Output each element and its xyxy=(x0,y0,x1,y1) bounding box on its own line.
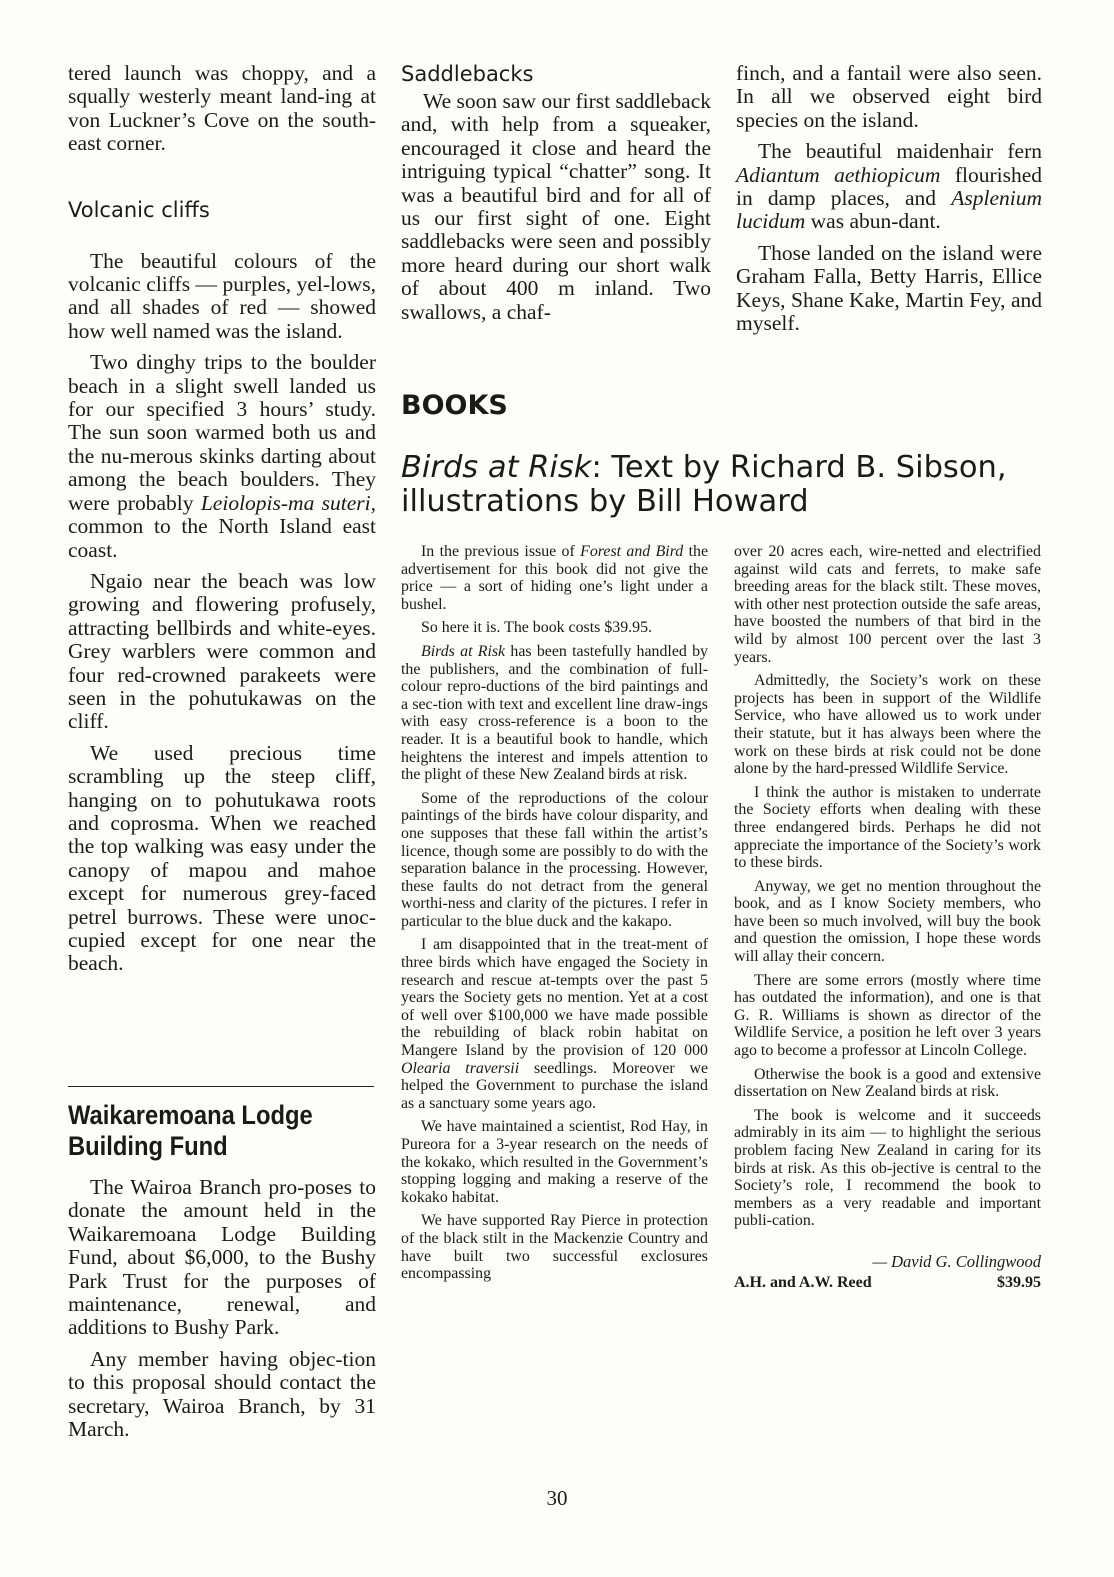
paragraph-species-count: finch, and a fantail were also seen. In all we observed eight bird species on the island. xyxy=(736,61,1042,132)
review-title: Birds at Risk: Text by Richard B. Sibson, illustrations by Bill Howard xyxy=(401,450,1007,519)
paragraph-landing-party: Those landed on the island were Graham Falla, Betty Harris, Ellice Keys, Shane Kake, Martin Fey, and myself. xyxy=(736,240,1042,336)
page-number: 30 xyxy=(546,1486,568,1510)
paragraph-cliffs-1: The beautiful colours of the volcanic cliffs — purples, yel-lows, and all shades of red — showed how well named was the island. xyxy=(68,248,376,343)
heading-saddlebacks: Saddlebacks xyxy=(401,62,534,86)
review-column-2 xyxy=(734,543,1041,1292)
paragraph-saddlebacks: We soon saw our first saddleback and, with help from a squeaker, encouraged it close and heard the intriguing typical “chatter” song. It was a beautiful bird and for all of us our first sight of one. Eight saddlebacks were seen and possibly more heard during our short walk of about 400 m inland. Two swallows, a chaf- xyxy=(401,89,711,324)
review-paragraph: Birds at Risk has been tastefully handled by the publishers, and the combination of full-colour repro-ductions of the bird paintings and a sec-tion with text and excellent line draw-ings with easy cross-reference is a boon to the reader. It is a beautiful book to handle, which heightens the interest and impels attention to the plight of these New Zealand birds at risk. xyxy=(401,642,708,784)
paragraph-fund-1: The Wairoa Branch pro-poses to donate the amount held in the Waikaremoana Lodge Building Fund, about $6,000, to the Bushy Park Trust for the purposes of maintenance, renewal, and additions to Bushy Park. xyxy=(68,1175,376,1340)
review-paragraph: We have maintained a scientist, Rod Hay, in Pureora for a 3-year research on the needs of the kokako, which resulted in the Government’s stopping logging and making a reserve of the kokako habitat. xyxy=(401,1118,708,1206)
column-2 xyxy=(401,62,711,332)
column-3 xyxy=(736,62,1042,343)
section-divider xyxy=(68,1086,374,1087)
section-books: BOOKS xyxy=(401,390,508,421)
heading-volcanic-cliffs: Volcanic cliffs xyxy=(68,197,210,222)
publisher-name: A.H. and A.W. Reed xyxy=(734,1273,872,1291)
publisher-line xyxy=(734,1274,1041,1292)
review-column-1 xyxy=(401,543,708,1289)
paragraph-cliffs-3: Ngaio near the beach was low growing and flowering profusely, attracting bellbirds and white-eyes. Grey warblers were common and four red-crowned parakeets were seen in the pohutukawas on the cliff. xyxy=(68,568,376,734)
review-paragraph: We have supported Ray Pierce in protection of the black stilt in the Mackenzie Country and have built two successful exclosures encompassing xyxy=(401,1212,708,1283)
book-title: Birds at Risk xyxy=(401,450,592,485)
review-paragraph: There are some errors (mostly where time has outdated the information), and one is that G. R. Williams is shown as director of the Wildlife Service, a position he left over 3 years ago to become a professor at Lincoln College. xyxy=(734,971,1041,1060)
review-paragraph: I think the author is mistaken to underrate the Society efforts when dealing with these three endangered birds. Perhaps he did not appreciate the importance of the Society’s work to these birds. xyxy=(734,783,1041,872)
review-paragraph: The book is welcome and it succeeds admirably in its aim — to highlight the serious problem facing New Zealand in caring for its birds at risk. As this ob-jective is central to the Society’s role, I recommend the book to members as a very readable and important publi-cation. xyxy=(734,1106,1041,1230)
book-price: $39.95 xyxy=(997,1273,1041,1291)
review-paragraph: Some of the reproductions of the colour paintings of the birds have colour disparity, and one supposes that these fall within the artist’s licence, though some are possibly to do with the separation balance in the processing. However, these faults do not detract from the general worthi-ness and clarity of the pictures. I refer in particular to the blue duck and the kakapo. xyxy=(401,789,708,930)
review-paragraph: Anyway, we get no mention throughout the book, and as I know Society members, who have been so much involved, will buy the book and question the omission, I hope these words will allay their concern. xyxy=(734,877,1041,966)
review-signature: — David G. Collingwood xyxy=(872,1251,1041,1271)
species-name: Leiolopis-ma suteri xyxy=(200,490,371,515)
column-1 xyxy=(68,62,376,984)
paragraph-cliffs-2: Two dinghy trips to the boulder beach in a slight swell landed us for our specified 3 hours’ study. The sun soon warmed both us and the nu-merous skinks darting about among the beach boulders. They were probably Leiolopis-ma suteri, common to the North Island east coast. xyxy=(68,350,376,562)
paragraph-cliffs-4: We used precious time scrambling up the steep cliff, hanging on to pohutukawa roots and coprosma. When we reached the top walking was easy under the canopy of mapou and mahoe except for numerous grey-faced petrel burrows. These were unoc-cupied except for one near the beach. xyxy=(68,740,376,976)
review-paragraph: over 20 acres each, wire-netted and electrified against wild cats and ferrets, to make safe breeding areas for the black stilt. These moves, with other nest protection outside the safe areas, have boosted the numbers of that bird in the wild by almost 100 percent over the last 3 years. xyxy=(734,543,1041,666)
paragraph-ferns: The beautiful maidenhair fern Adiantum aethiopicum flourished in damp places, and Asplenium lucidum was abun-dant. xyxy=(736,139,1042,234)
review-paragraph: In the previous issue of Forest and Bird the advertisement for this book did not give the price — a sort of hiding one’s light under a bushel. xyxy=(401,543,708,613)
heading-lodge-fund: Waikaremoana Lodge Building Fund xyxy=(68,1100,313,1161)
review-paragraph: I am disappointed that in the treat-ment of three birds which have engaged the Society in research and rescue at-tempts over the past 5 years the Society gets no mention. Yet at a cost of well over $100,000 we have made possible the rebuilding of black robin habitat on Mangere Island by the provision of 120 000 Olearia traversii seedlings. Moreover we helped the Government to purchase the island as a sanctuary some years ago. xyxy=(401,936,708,1112)
species-name: Adiantum aethiopicum xyxy=(736,162,941,187)
fund-section xyxy=(68,1100,376,1449)
review-paragraph: So here it is. The book costs $39.95. xyxy=(421,619,652,637)
paragraph-fund-2: Any member having objec-tion to this proposal should contact the secretary, Wairoa Branch, by 31 March. xyxy=(68,1346,376,1442)
review-paragraph: Admittedly, the Society’s work on these projects has been in support of the Wildlife Service, who have allowed us to work under their statute, but it has always been where the work on these birds at risk could not be done alone by the hard-pressed Wildlife Service. xyxy=(734,672,1041,778)
review-paragraph: Otherwise the book is a good and extensive dissertation on New Zealand birds at risk. xyxy=(734,1065,1041,1101)
paragraph-intro: tered launch was choppy, and a squally westerly meant land-ing at von Luckner’s Cove on the south-east corner. xyxy=(68,61,376,156)
species-name: Asplenium lucidum xyxy=(736,186,1042,234)
